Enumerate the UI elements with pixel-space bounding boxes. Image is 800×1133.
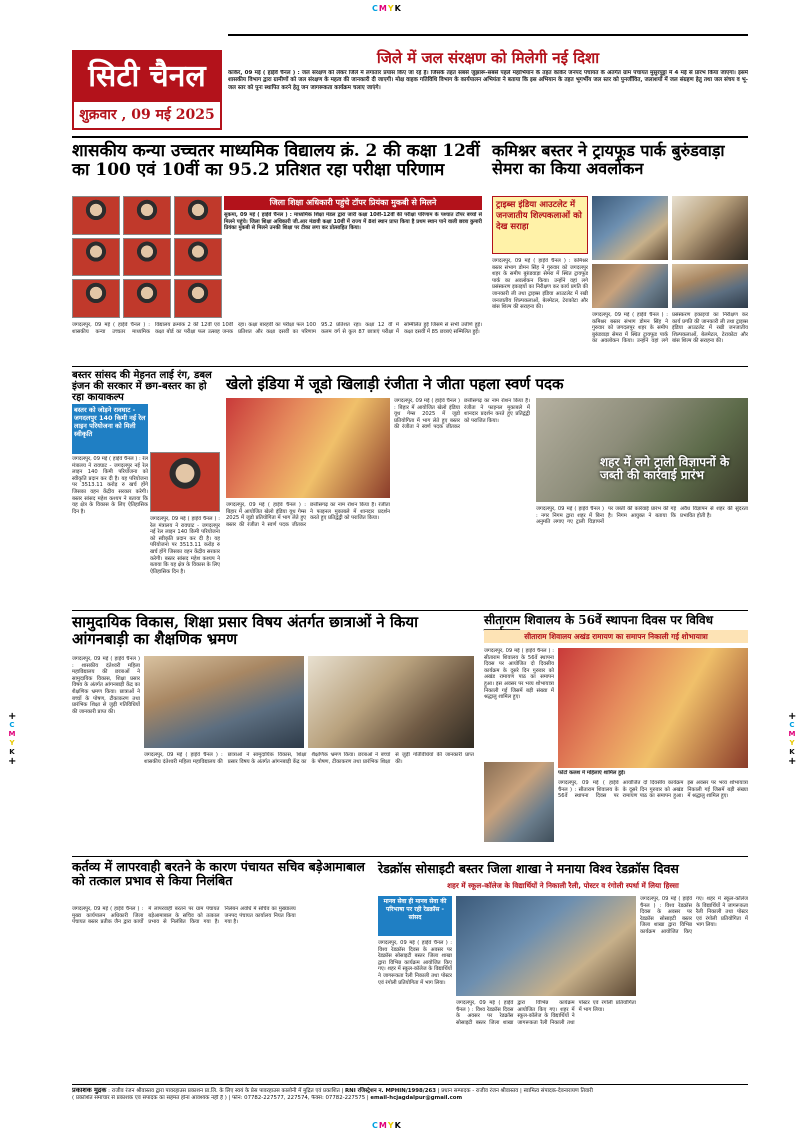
trifed-boxed: ट्राइब्स इंडिया आउटलेट में जनजातीय शिल्पकलाओं को देख सराहा — [492, 196, 588, 254]
student-photo — [174, 196, 222, 235]
judo-photo — [226, 398, 390, 498]
top-story-headline: जिले में जल संरक्षण को मिलेगी नई दिशा — [376, 49, 600, 67]
trolley-headline: शहर में लगे ट्राली विज्ञापनों के जब्ती की कार्रवाई प्रारंभ — [600, 455, 730, 483]
student-photo — [123, 279, 171, 318]
footer-note: ( प्रकाशित समाचार से प्रकाशक एवं संपादक का सहमत होना आवश्यक नहीं है ) — [72, 1095, 227, 1102]
divider-2 — [72, 366, 748, 367]
anganwadi-body: जगदलपुर, 09 मई ( हाईवे चैनल ) : शासकीय दंतेश्वरी महिला महाविद्यालय की छात्राओं ने सामुदायिक विकास, शिक्षा प्रसार विषय के अंतर्गत आंगनबाड़ी केंद्र का शैक्षणिक भ्रमण किया। छात्राओं ने बच्चों के पोषण, टीकाकरण तथा प्रारंभिक शिक्षा से जुड़ी गतिविधियों की जानकारी प्राप्त की। — [72, 656, 140, 715]
redcross-body-3: जगदलपुर, 09 मई ( हाईवे चैनल ) : विश्व रेडक्रॉस दिवस के अवसर पर रेडक्रॉस सोसाइटी बस्तर जिला शाखा द्वारा विभिन्न कार्यक्रम आयोजित किए गए। शहर में स्कूल-कॉलेज के विद्यार्थियों ने जागरूकता रैली निकाली तथा पोस्टर एवं रंगोली प्रतियोगिता में भाग लिया। — [456, 1000, 636, 1026]
sitaram-body: जगदलपुर, 09 मई ( हाईवे चैनल ) : सीताराम शिवालय के 56वें स्थापना दिवस पर आयोजित दो दिवसीय कार्यक्रम के दूसरे दिन गुरुवार को अखंड रामायण पाठ का समापन हुआ। इस अवसर पर भव्य शोभायात्रा निकाली गई जिसमें बड़ी संख्या में श्रद्धालु शामिल हुए। — [484, 648, 554, 701]
trifed-headline: कमिश्नर बस्तर ने ट्रायफूड पार्क बुरुंडवाड़ा सेमरा का किया अवलोकन — [492, 141, 725, 178]
trolley-photo — [536, 398, 748, 502]
student-photo — [174, 238, 222, 277]
footer-rni: RNI रजिस्ट्रेशन न. MPHIN/1998/263 — [345, 1088, 436, 1094]
masthead — [72, 50, 222, 130]
school-subhead: जिला शिक्षा अधिकारी पहुंचे टॉपर प्रियंका मुकबी से मिलने — [224, 196, 482, 210]
sitaram-subhead: सीताराम शिवालय अखंड रामायण का समापन निकाली गई शोभायात्रा — [484, 630, 748, 643]
redcross-box: मानव सेवा ही मानव सेवा की परिभाषा पर रही रेडक्रॉस - सांसद — [378, 896, 452, 936]
mp-box: बस्तर को जोड़ने रावघाट - जगदलपुर 140 किमी नई रेल लाइन परियोजना को मिली स्वीकृति — [72, 404, 148, 454]
redcross-photo — [456, 896, 636, 996]
student-photo — [72, 279, 120, 318]
redcross-body-2: जगदलपुर, 09 मई ( हाईवे चैनल ) : विश्व रेडक्रॉस दिवस के अवसर पर रेडक्रॉस सोसाइटी बस्तर जिला शाखा द्वारा विभिन्न कार्यक्रम आयोजित किए गए। शहर में स्कूल-कॉलेज के विद्यार्थियों ने जागरूकता रैली निकाली तथा पोस्टर एवं रंगोली प्रतियोगिता में भाग लिया। — [640, 896, 748, 935]
footer-line-2: ( प्रकाशित समाचार से प्रकाशक एवं संपादक का सहमत होना आवश्यक नहीं है ) | फोन: 07782-227577, 227574, फैक्स: 07782-227575 | email-hcjagdalpur@gmail.com — [72, 1095, 463, 1102]
anganwadi-body-2: जगदलपुर, 09 मई ( हाईवे चैनल ) : शासकीय दंतेश्वरी महिला महाविद्यालय की छात्राओं ने सामुदायिक विकास, शिक्षा प्रसार विषय के अंतर्गत आंगनबाड़ी केंद्र का शैक्षणिक भ्रमण किया। छात्राओं ने बच्चों के पोषण, टीकाकरण तथा प्रारंभिक शिक्षा से जुड़ी गतिविधियों की जानकारी प्राप्त की। — [144, 752, 474, 765]
footer-line1: राजीव रंजन श्रीवास्तव द्वारा पावरहाउस प्रकाशन प्रा.लि. के लिए स्वयं के प्रेस पावरहाउस कालोनी में मुद्रित एवं प्रकाशित — [111, 1088, 340, 1094]
footer-owner: स्वामित्व संपादक-देवनारायण तिवारी — [523, 1088, 593, 1094]
trolley-body: जगदलपुर, 09 मई ( हाईवे चैनल ) : नगर निगम द्वारा शहर में बिना अनुमति लगाए गए ट्राली विज्ञापनों पर जब्ती की कार्रवाई प्रारंभ की गई है। निगम आयुक्त ने बताया कि अवैध विज्ञापन से शहर की सुंदरता प्रभावित होती है। — [536, 506, 748, 526]
mp-portrait — [150, 452, 220, 512]
student-photo — [174, 279, 222, 318]
sitaram-caption: फोटो कलश में महिलाएं शामिल हुईं। — [558, 770, 626, 776]
redcross-body: जगदलपुर, 09 मई ( हाईवे चैनल ) : विश्व रेडक्रॉस दिवस के अवसर पर रेडक्रॉस सोसाइटी बस्तर जिला शाखा द्वारा विभिन्न कार्यक्रम आयोजित किए गए। शहर में स्कूल-कॉलेज के विद्यार्थियों ने जागरूकता रैली निकाली तथा पोस्टर एवं रंगोली प्रतियोगिता में भाग लिया। — [378, 940, 452, 986]
footer-rule — [72, 1084, 748, 1085]
trifed-photo-1 — [592, 196, 668, 260]
mp-body-2: जगदलपुर, 09 मई ( हाईवे चैनल ) : रेल मंत्रालय ने रावघाट - जगदलपुर नई रेल लाइन 140 किमी परियोजना को स्वीकृति प्रदान कर दी है। यह परियोजना पर 3513.11 करोड़ रु खर्च होंगे जिसका वहन केंद्रीय सरकार करेगी। बस्तर सांसद महेश कश्यप ने बताया कि यह क्षेत्र के विकास के लिए ऐतिहासिक दिन है। — [150, 516, 220, 575]
anganwadi-photo-1 — [144, 656, 304, 748]
trifed-photo-3 — [592, 264, 668, 308]
judo-body-2: जगदलपुर, 09 मई ( हाईवे चैनल ) : बिहार में आयोजित खेलो इंडिया यूथ गेम्स 2025 में जूडो प्रतियोगिता में भाग लेते हुए बस्तर की रंजीता ने स्वर्ण पदक जीतकर छत्तीसगढ़ का नाम रोशन किया है। रंजीता ने फाइनल मुकाबले में शानदार प्रदर्शन करते हुए प्रतिद्वंद्वी को पराजित किया। — [394, 398, 530, 431]
footer-publisher: प्रकाशक मुद्रक — [72, 1087, 107, 1094]
divider-3 — [72, 610, 748, 611]
student-photo — [123, 196, 171, 235]
footer — [72, 1087, 748, 1117]
judo-body: जगदलपुर, 09 मई ( हाईवे चैनल ) : बिहार में आयोजित खेलो इंडिया यूथ गेम्स 2025 में जूडो प्रतियोगिता में भाग लेते हुए बस्तर की रंजीता ने स्वर्ण पदक जीतकर छत्तीसगढ़ का नाम रोशन किया है। रंजीता ने फाइनल मुकाबले में शानदार प्रदर्शन करते हुए प्रतिद्वंद्वी को पराजित किया। — [226, 502, 390, 528]
trifed-photo-2 — [672, 196, 748, 260]
school-intro: सुकमा, 09 मई ( हाईवे चैनल ) : माध्यमिक शिक्षा मंडल द्वारा जारी कक्षा 10वीं-12वीं की परीक्षा परिणाम के पश्चात टॉपर बच्चों से मिलने पहुंचे। जिला शिक्षा अधिकारी जी.आर मंडावी कक्षा 10वीं में राज्य में 8वां स्थान प्राप्त किया है प्रथम स्थान पाने वाली छात्रा कुमारी प्रियंका मुकबी से मिलने उनकी शिक्षा पर टीका लगा कर प्रोत्साहित किया। — [224, 212, 482, 232]
masthead-date: शुक्रवार , 09 मई 2025 — [79, 107, 215, 123]
student-photo — [123, 238, 171, 277]
anganwadi-headline: सामुदायिक विकास, शिक्षा प्रसार विषय अंतर्गत छात्राओं ने किया आंगनबाड़ी का शैक्षणिक भ्रमण — [72, 613, 418, 648]
trifed-body-2: जगदलपुर, 09 मई ( हाईवे चैनल ) : कमिश्नर बस्तर संभाग डोमन सिंह ने गुरुवार को जगदलपुर शहर के समीप बुरुंडवाड़ा सेमरा में स्थित ट्रायफूड पार्क का अवलोकन किया। उन्होंने वहां लगे प्रसंस्करण इकाइयों का निरीक्षण कर कार्य प्रगति की जानकारी ली तथा ट्राइब्स इंडिया आउटलेट में रखी जनजातीय शिल्पकलाओं, बेलमेटल, टेराकोटा और बांस शिल्प की सराहना की। — [592, 312, 748, 345]
trifed-body: जगदलपुर, 09 मई ( हाईवे चैनल ) : कमिश्नर बस्तर संभाग डोमन सिंह ने गुरुवार को जगदलपुर शहर के समीप बुरुंडवाड़ा सेमरा में स्थित ट्रायफूड पार्क का अवलोकन किया। उन्होंने वहां लगे प्रसंस्करण इकाइयों का निरीक्षण कर कार्य प्रगति की जानकारी ली तथा ट्राइब्स इंडिया आउटलेट में रखी जनजातीय शिल्पकलाओं, बेलमेटल, टेराकोटा और बांस शिल्प की सराहना की। — [492, 258, 588, 311]
sitaram-headline: सीताराम शिवालय के 56वें स्थापना दिवस पर विविध — [484, 613, 714, 627]
top-story-body: कांकेर, 09 मई ( हाईवे चैनल ) : जल संरक्षण को लेकर जिले में लगातार प्रयास किए जा रहे हैं। जिसके तहत सबसे जुझारू-सबसे पहले महाभियान के तहत कांकेर जनपद पंचायत के अंतर्गत ग्राम पंचायत मुसुरपुट्टा में 4 मई से प्रारंभ किया जाएगा। इसमें शासकीय विभाग द्वारा ग्रामीणों को जल संरक्षण के महत्व की जानकारी दी जाएगी। मोक्ष वाहक गतिविधि विभाग के कार्यपालन अभियंता ने बताया कि इस अभियान के तहत भूगर्भीय जल स्तर को पुनर्जीवित, जलाशयों में जल संग्रहण हेतु तथा जल संचय व भू-जल स्तर को पुनः स्थापित करने हेतु जन जागरूकता कार्यक्रम चलाए जाएंगे। — [228, 70, 748, 91]
redcross-headline: रेडक्रॉस सोसाइटी बस्तर जिला शाखा ने मनाया विश्व रेडक्रॉस दिवस — [378, 861, 679, 876]
student-photo — [72, 238, 120, 277]
footer-phones: फोन: 07782-227577, 227574, फैक्स: 07782-227575 — [232, 1095, 366, 1102]
registration-marks-bottom: CMYK — [372, 1121, 402, 1130]
panchayat-body: जगदलपुर, 09 मई ( हाईवे चैनल ) : मुख्य कार्यपालन अधिकारी जिला पंचायत बस्तर प्रतीक जैन द्वारा कार्यों में लापरवाही बरतने पर ग्राम पंचायत बड़ेआमाबाल के सचिव को तत्काल प्रभाव से निलंबित किया गया है। निलंबन अवधि में सचिव का मुख्यालय जनपद पंचायत कार्यालय नियत किया गया है। — [72, 906, 296, 926]
student-photo — [72, 196, 120, 235]
panchayat-headline: कर्तव्य में लापरवाही बरतने के कारण पंचायत सचिव बड़ेआमाबाल को तत्काल प्रभाव से किया निलंबित — [72, 859, 365, 888]
footer-email: email-hcjagdalpur@gmail.com — [370, 1095, 463, 1102]
mp-headline: बस्तर सांसद की मेहनत लाई रंग, डबल इंजन की सरकार में छग-बस्तर का हो रहा कायाकल्प — [72, 370, 212, 404]
masthead-title: सिटी चैनल — [74, 52, 220, 102]
school-photo-grid — [72, 196, 222, 318]
trifed-photo-4 — [672, 264, 748, 308]
sitaram-photo-1 — [558, 648, 748, 768]
judo-headline: खेलो इंडिया में जूडो खिलाड़ी रंजीता ने जीता पहला स्वर्ण पदक — [226, 375, 564, 393]
registration-marks-left: + C M Y K + — [8, 711, 17, 767]
sitaram-photo-2 — [484, 762, 554, 842]
masthead-rule-top — [228, 34, 748, 36]
sitaram-body-2: जगदलपुर, 09 मई ( हाईवे चैनल ) : सीताराम शिवालय के 56वें स्थापना दिवस पर आयोजित दो दिवसीय कार्यक्रम के दूसरे दिन गुरुवार को अखंड रामायण पाठ का समापन हुआ। इस अवसर पर भव्य शोभायात्रा निकाली गई जिसमें बड़ी संख्या में श्रद्धालु शामिल हुए। — [558, 780, 748, 800]
registration-marks-right: + C M Y K + — [788, 711, 797, 767]
school-headline: शासकीय कन्या उच्चतर माध्यमिक विद्यालय क्रं. 2 की कक्षा 12वीं का 100 एवं 10वीं का 95.2 प्रतिशत रहा परीक्षा परिणाम — [72, 141, 480, 181]
mp-body: जगदलपुर, 09 मई ( हाईवे चैनल ) : रेल मंत्रालय ने रावघाट - जगदलपुर नई रेल लाइन 140 किमी परियोजना को स्वीकृति प्रदान कर दी है। यह परियोजना पर 3513.11 करोड़ रु खर्च होंगे जिसका वहन केंद्रीय सरकार करेगी। बस्तर सांसद महेश कश्यप ने बताया कि यह क्षेत्र के विकास के लिए ऐतिहासिक दिन है। — [72, 456, 148, 515]
redcross-subhead: शहर में स्कूल-कॉलेज के विद्यार्थियों ने निकाली रैली, पोस्टर व रंगोली स्पर्धा में लिया हिस्सा — [447, 881, 679, 890]
school-body: जगदलपुर, 09 मई ( हाईवे चैनल ) : शासकीय कन्या उच्चतर माध्यमिक विद्यालय क्रमांक 2 की 12वीं एवं 10वीं कक्षा बोर्ड का परीक्षा फल उत्साह जनक रहा। कक्षा बारहवीं का परीक्षा फल 100 प्रतिशत और कक्षा दसवीं का परिणाम 95.2 प्रतिशत रहा। कक्षा 12 वीं में कलम वर्ग से कुल 87 छात्राएं परीक्षा में सम्मिलित हुईं जिसमें से सभी उत्तीर्ण हुईं। कक्षा दसवीं में 85 छात्राएं सम्मिलित हुईं। — [72, 322, 482, 335]
footer-line-1: प्रकाशक मुद्रक : राजीव रंजन श्रीवास्तव द्वारा पावरहाउस प्रकाशन प्रा.लि. के लिए स्वयं के प्रेस पावरहाउस कालोनी में मुद्रित एवं प्रकाशित | RNI रजिस्ट्रेशन न. MPHIN/1998/263 | प्रधान सम्पादक - राजीव रंजन श्रीवास्तव | स्वामित्व संपादक-देवनारायण तिवारी — [72, 1087, 593, 1094]
footer-editor: प्रधान सम्पादक - राजीव रंजन श्रीवास्तव — [441, 1088, 519, 1094]
registration-marks-top: CMYK — [372, 4, 402, 13]
anganwadi-photo-2 — [308, 656, 474, 748]
divider-4 — [72, 856, 748, 857]
divider-1 — [72, 136, 748, 138]
